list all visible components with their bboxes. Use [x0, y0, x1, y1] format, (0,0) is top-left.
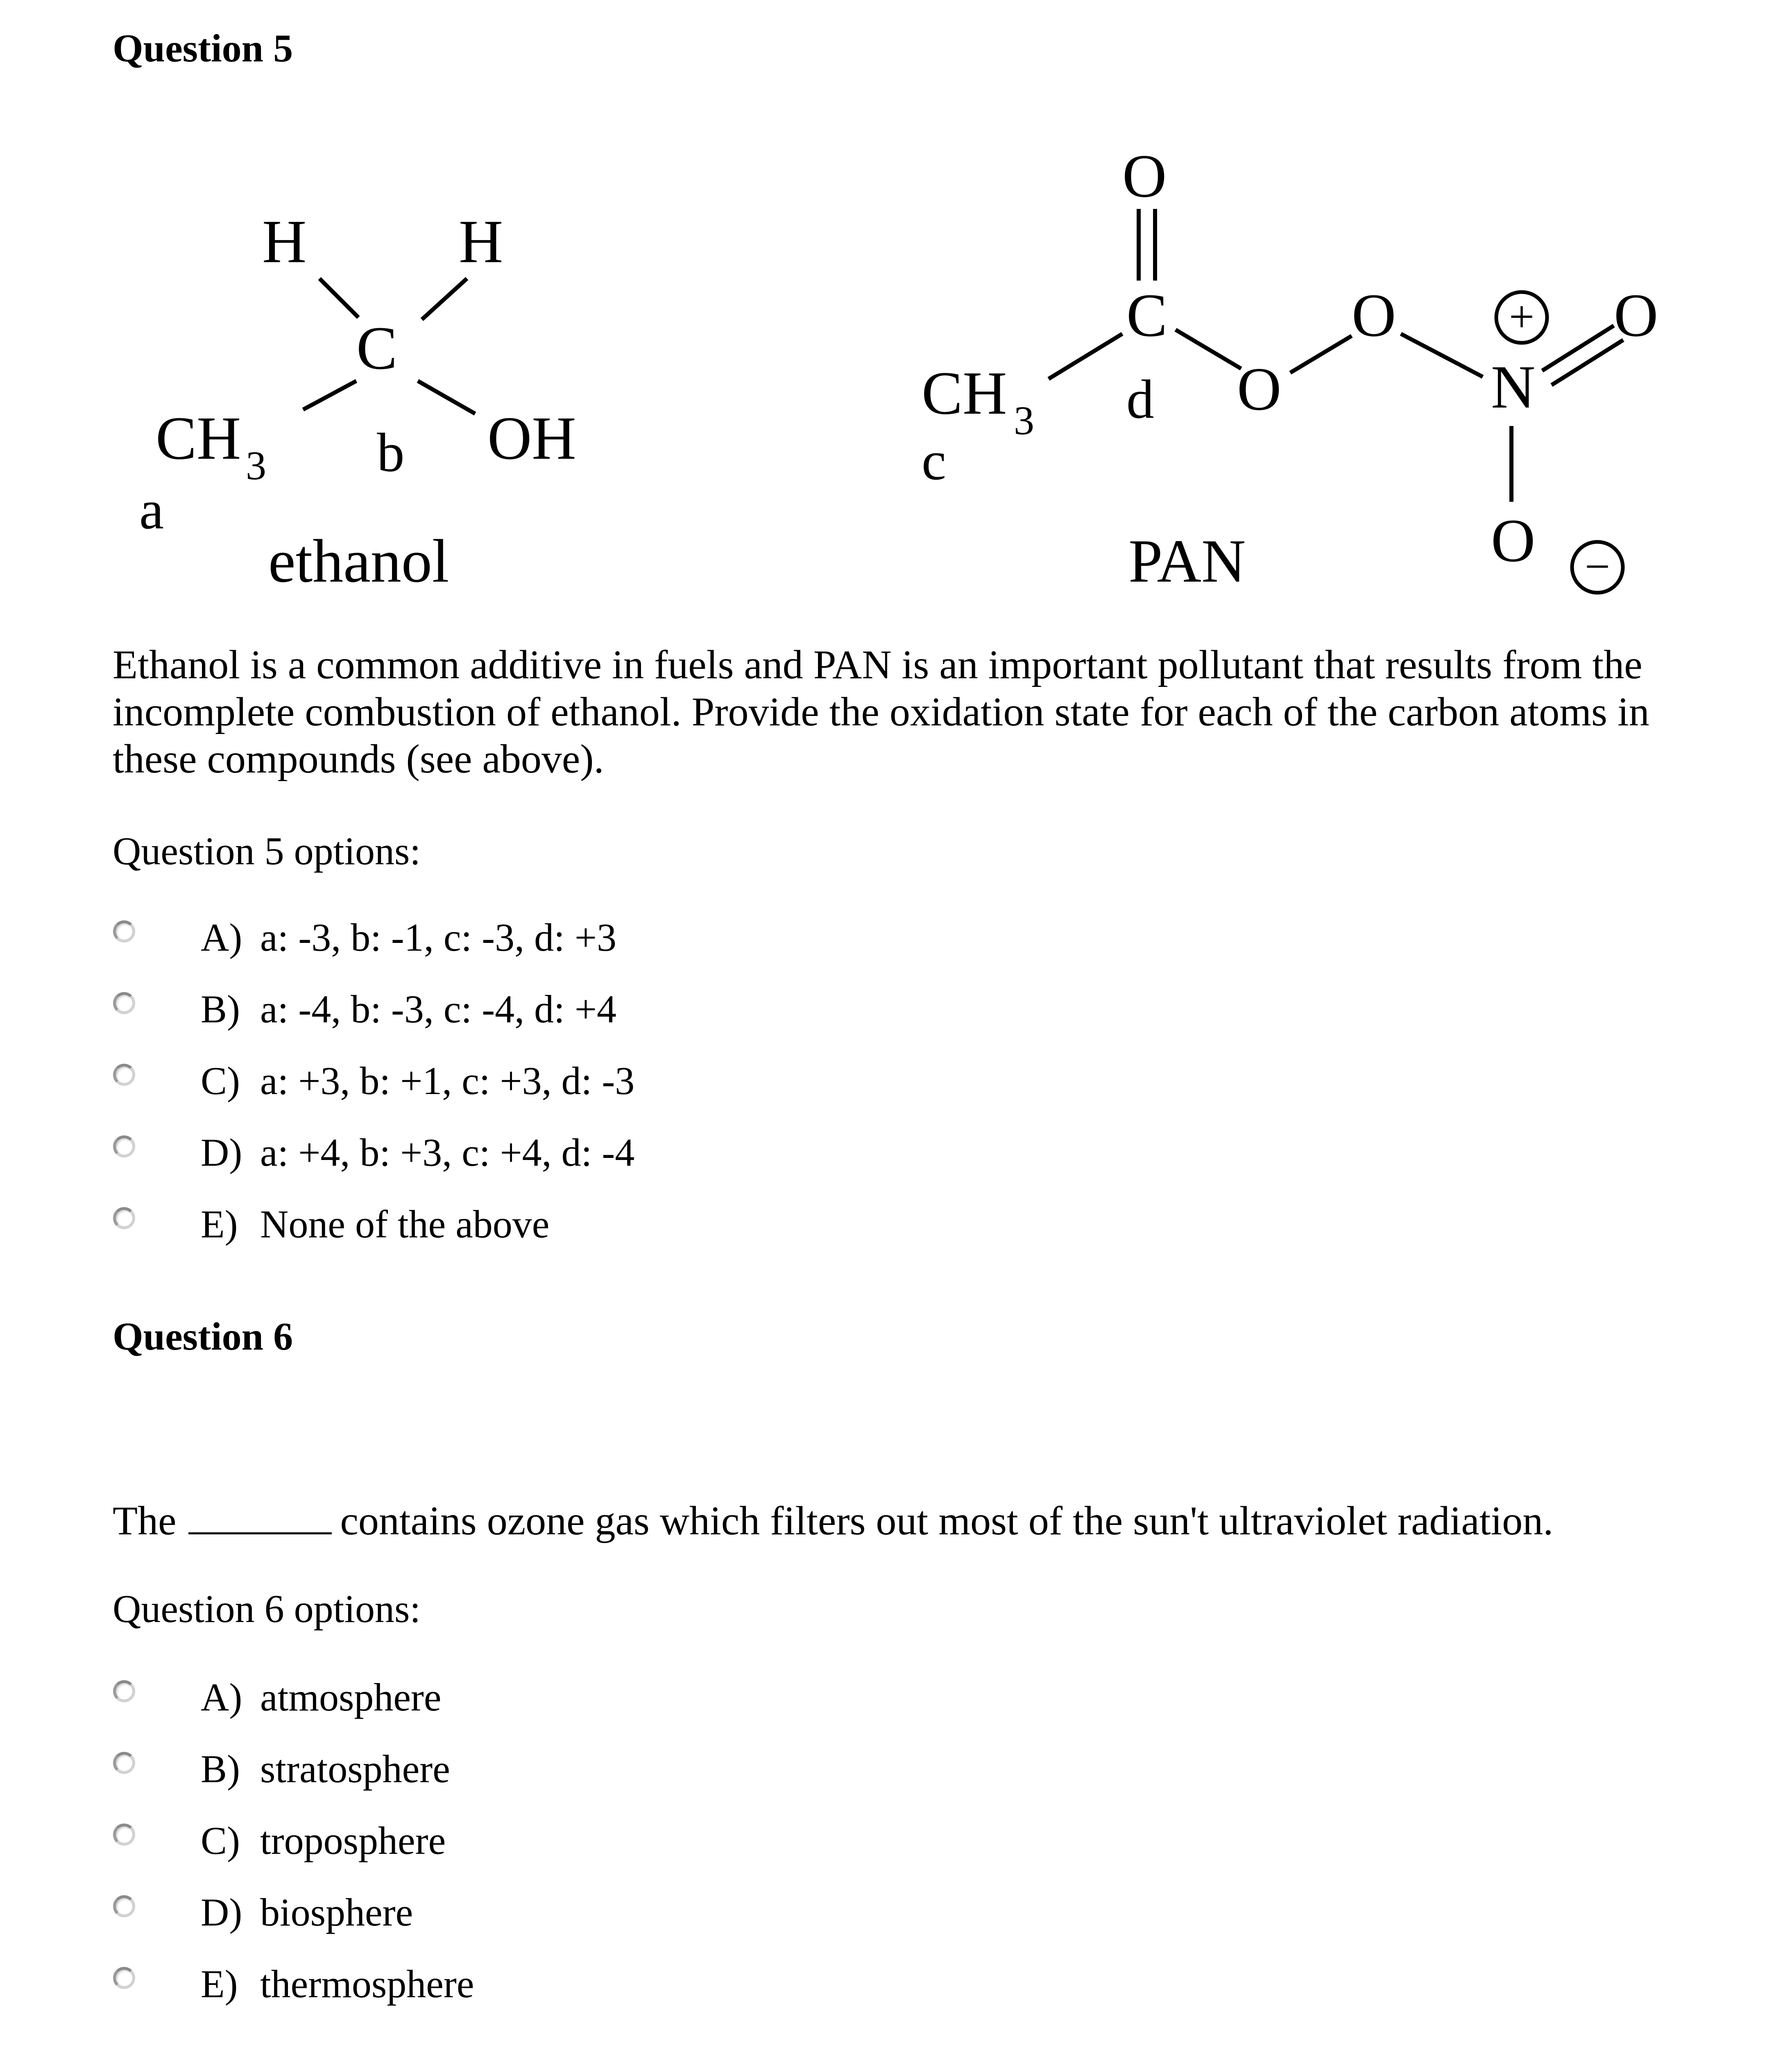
pan-o-ester: O	[1237, 355, 1282, 423]
pan-structure	[922, 142, 1658, 595]
question-5-options-label: Question 5 options:	[113, 829, 421, 873]
question-6-text-start: The	[113, 1498, 177, 1543]
q5-option-c-letter: C)	[201, 1059, 240, 1103]
ethanol-h1: H	[262, 208, 307, 276]
q5-option-e-text: None of the above	[260, 1202, 550, 1246]
question-5-title: Question 5	[113, 26, 293, 70]
q5-option-d-radio[interactable]	[113, 1135, 135, 1158]
ethanol-label-b: b	[377, 422, 405, 483]
ethanol-label-a: a	[139, 480, 164, 541]
q6-option-d-letter: D)	[201, 1890, 242, 1934]
q6-option-b-text: stratosphere	[260, 1747, 450, 1791]
ethanol-ch3-sub: 3	[246, 443, 266, 488]
q6-option-b-radio[interactable]	[113, 1752, 135, 1774]
q6-option-d-text: biosphere	[260, 1890, 413, 1934]
q6-option-e-letter: E)	[201, 1962, 238, 2006]
pan-ch3: CH	[922, 359, 1007, 427]
pan-o-top: O	[1122, 142, 1167, 210]
pan-c: C	[1126, 281, 1168, 349]
q6-option-e-text: thermosphere	[260, 1962, 474, 2006]
pan-plus-charge: +	[1509, 292, 1535, 342]
q5-option-b-text: a: -4, b: -3, c: -4, d: +4	[260, 987, 616, 1031]
pan-o-peroxy: O	[1352, 281, 1396, 349]
question-6-text-end: contains ozone gas which filters out most of the sun't ultraviolet radiation.	[340, 1498, 1554, 1543]
q6-option-c-radio[interactable]	[113, 1824, 135, 1846]
pan-bonds	[1049, 209, 1623, 502]
q5-option-d-text: a: +4, b: +3, c: +4, d: -4	[260, 1130, 635, 1174]
q6-option-a-radio[interactable]	[113, 1680, 135, 1702]
q6-option-a-letter: A)	[201, 1675, 242, 1719]
ethanol-name: ethanol	[268, 527, 449, 595]
question-6-options-label: Question 6 options:	[113, 1587, 421, 1631]
q5-option-b-letter: B)	[201, 987, 240, 1031]
ethanol-c: C	[356, 314, 398, 382]
q6-option-d-radio[interactable]	[113, 1895, 135, 1917]
pan-o-double: O	[1614, 281, 1658, 349]
q5-option-a-letter: A)	[201, 915, 242, 959]
q6-option-a-text: atmosphere	[260, 1675, 442, 1719]
pan-label-c: c	[922, 430, 946, 492]
pan-name: PAN	[1128, 527, 1246, 595]
pan-ch3-sub: 3	[1014, 398, 1034, 443]
ethanol-oh: OH	[487, 404, 576, 472]
question-6-blank	[188, 1500, 332, 1534]
q6-option-e-radio[interactable]	[113, 1967, 135, 1989]
q5-option-b-radio[interactable]	[113, 992, 135, 1014]
ethanol-h2: H	[459, 208, 503, 276]
question-5-text: Ethanol is a common additive in fuels and PAN is an important pollutant that results from the incomplete combustion of ethanol. Provide the oxidation state for each of the carbon atoms in these compounds (see above).	[113, 642, 1649, 782]
structures-figure	[123, 139, 1679, 614]
q5-option-e-radio[interactable]	[113, 1207, 135, 1229]
question-6-title: Question 6	[113, 1314, 293, 1358]
question-6-text	[113, 1497, 1553, 1544]
pan-label-d: d	[1126, 369, 1154, 430]
q6-option-c-text: troposphere	[260, 1819, 446, 1862]
q6-option-b-letter: B)	[201, 1747, 240, 1791]
q5-option-e-letter: E)	[201, 1202, 238, 1246]
q5-option-c-radio[interactable]	[113, 1064, 135, 1086]
ethanol-ch3: CH	[156, 404, 241, 472]
q5-option-c-text: a: +3, b: +1, c: +3, d: -3	[260, 1059, 635, 1103]
pan-n: N	[1491, 353, 1536, 421]
q6-option-c-letter: C)	[201, 1819, 240, 1862]
q5-option-a-text: a: -3, b: -1, c: -3, d: +3	[260, 915, 616, 959]
q5-option-d-letter: D)	[201, 1130, 242, 1174]
pan-o-bottom: O	[1491, 507, 1536, 575]
pan-minus-charge: −	[1584, 541, 1611, 591]
ethanol-structure	[139, 208, 576, 595]
q5-option-a-radio[interactable]	[113, 920, 135, 942]
